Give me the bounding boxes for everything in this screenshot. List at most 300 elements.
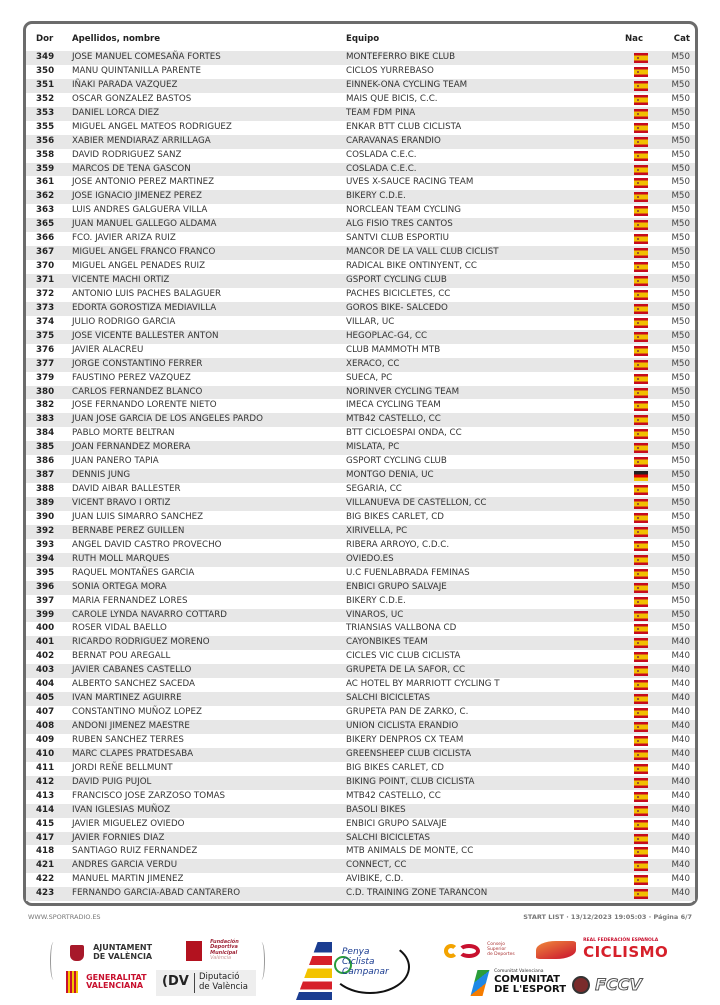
rider-name: DAVID AIBAR BALLESTER bbox=[72, 484, 181, 495]
category: M50 bbox=[671, 358, 690, 369]
bib-number: 393 bbox=[36, 539, 55, 550]
category: M40 bbox=[671, 721, 690, 731]
nationality bbox=[623, 318, 645, 328]
bib-number: 379 bbox=[36, 372, 55, 383]
category: M50 bbox=[671, 386, 690, 397]
rider-name: DANIEL LORCA DIEZ bbox=[72, 107, 160, 118]
team-name: XERACO, CC bbox=[346, 358, 400, 369]
nationality bbox=[623, 151, 645, 161]
bib-number: 386 bbox=[36, 456, 55, 467]
category: M40 bbox=[671, 846, 690, 857]
rider-name: MARC CLAPES PRATDESABA bbox=[72, 748, 194, 759]
team-name: BIKERY DENPROS CX TEAM bbox=[346, 734, 464, 745]
table-row bbox=[26, 762, 695, 776]
table-row bbox=[26, 720, 695, 734]
table-row bbox=[26, 218, 695, 232]
bib-number: 385 bbox=[36, 442, 55, 453]
table-row bbox=[26, 372, 695, 386]
bib-number: 383 bbox=[36, 414, 55, 425]
header-nac: Nac bbox=[624, 34, 644, 44]
rider-name: RICARDO RODRIGUEZ MORENO bbox=[72, 637, 210, 648]
spain-flag-icon bbox=[634, 123, 648, 133]
category: M50 bbox=[671, 442, 690, 453]
bib-number: 407 bbox=[36, 707, 55, 718]
nationality bbox=[623, 109, 645, 119]
logo-generalitat: GENERALITAT VALENCIANA bbox=[66, 971, 147, 993]
bib-number: 421 bbox=[36, 860, 55, 871]
bib-number: 412 bbox=[36, 776, 55, 787]
category: M50 bbox=[671, 219, 690, 230]
nationality bbox=[623, 388, 645, 398]
rider-name: SONIA ORTEGA MORA bbox=[72, 581, 167, 592]
nationality bbox=[623, 234, 645, 244]
table-row bbox=[26, 260, 695, 274]
team-name: MAIS QUE BICIS, C.C. bbox=[346, 93, 438, 104]
category: M50 bbox=[671, 330, 690, 341]
table-row bbox=[26, 274, 695, 288]
logo-fundacion-deportiva: Fundación Deportiva Municipal València bbox=[186, 940, 239, 961]
rider-name: MARIA FERNANDEZ LORES bbox=[72, 595, 188, 606]
rider-name: MARCOS DE TENA GASCON bbox=[72, 163, 191, 174]
bib-number: 394 bbox=[36, 553, 55, 564]
spain-flag-icon bbox=[634, 234, 648, 244]
spain-flag-icon bbox=[634, 192, 648, 202]
category: M50 bbox=[671, 428, 690, 439]
table-row bbox=[26, 163, 695, 177]
spain-flag-icon bbox=[634, 206, 648, 216]
nationality bbox=[623, 708, 645, 718]
category: M50 bbox=[671, 400, 690, 411]
footer-info: START LIST · 13/12/2023 19:05:03 · Página 6/7 bbox=[523, 913, 692, 921]
rider-name: ANGEL DAVID CASTRO PROVECHO bbox=[72, 539, 222, 550]
spain-flag-icon bbox=[634, 861, 648, 871]
spain-flag-icon bbox=[634, 304, 648, 314]
nationality bbox=[623, 680, 645, 690]
category: M40 bbox=[671, 693, 690, 704]
team-name: MANCOR DE LA VALL CLUB CICLIST bbox=[346, 247, 499, 258]
nationality bbox=[623, 666, 645, 676]
spain-flag-icon bbox=[634, 583, 648, 593]
rider-name: JOSE VICENTE BALLESTER ANTON bbox=[72, 330, 219, 341]
table-row bbox=[26, 149, 695, 163]
rider-name: FAUSTINO PEREZ VAZQUEZ bbox=[72, 372, 191, 383]
table-row bbox=[26, 845, 695, 859]
rider-name: IVAN MARTINEZ AGUIRRE bbox=[72, 693, 182, 704]
rider-name: ANTONIO LUIS PACHES BALAGUER bbox=[72, 288, 222, 299]
category: M50 bbox=[671, 484, 690, 495]
table-row bbox=[26, 399, 695, 413]
table-row bbox=[26, 525, 695, 539]
spain-flag-icon bbox=[634, 750, 648, 760]
spain-flag-icon bbox=[634, 597, 648, 607]
csd-mark-icon bbox=[444, 942, 482, 960]
nationality bbox=[623, 485, 645, 495]
spain-flag-icon bbox=[634, 499, 648, 509]
bib-number: 417 bbox=[36, 832, 55, 843]
rider-name: BERNABE PEREZ GUILLEN bbox=[72, 525, 185, 536]
spain-flag-icon bbox=[634, 151, 648, 161]
spain-flag-icon bbox=[634, 666, 648, 676]
category: M50 bbox=[671, 93, 690, 104]
bib-number: 373 bbox=[36, 302, 55, 313]
rider-name: MIGUEL ANGEL PENADES RUIZ bbox=[72, 261, 206, 272]
team-name: MTB42 CASTELLO, CC bbox=[346, 414, 441, 425]
rider-name: FCO. JAVIER ARIZA RUIZ bbox=[72, 233, 176, 244]
spain-flag-icon bbox=[634, 792, 648, 802]
dv-mark-icon: (DV bbox=[162, 974, 189, 989]
bracket-left bbox=[50, 942, 57, 980]
category: M50 bbox=[671, 107, 690, 118]
rider-name: DAVID PUIG PUJOL bbox=[72, 776, 152, 787]
nationality bbox=[623, 262, 645, 272]
rider-name: MANUEL MARTIN JIMENEZ bbox=[72, 874, 184, 885]
category: M50 bbox=[671, 344, 690, 355]
rider-name: IVAN IGLESIAS MUÑOZ bbox=[72, 804, 171, 815]
spain-flag-icon bbox=[634, 555, 648, 565]
team-name: GRUPETA PAN DE ZARKO, C. bbox=[346, 707, 469, 718]
category: M50 bbox=[671, 511, 690, 522]
spain-flag-icon bbox=[634, 694, 648, 704]
category: M50 bbox=[671, 288, 690, 299]
nationality bbox=[623, 276, 645, 286]
nationality bbox=[623, 820, 645, 830]
rider-name: VICENT BRAVO I ORTIZ bbox=[72, 498, 171, 508]
bib-number: 372 bbox=[36, 288, 55, 299]
bib-number: 401 bbox=[36, 637, 55, 648]
rider-name: PABLO MORTE BELTRAN bbox=[72, 428, 175, 439]
table-row bbox=[26, 650, 695, 664]
table-row bbox=[26, 804, 695, 818]
table-row bbox=[26, 553, 695, 567]
category: M40 bbox=[671, 734, 690, 745]
spain-flag-icon bbox=[634, 443, 648, 453]
bib-number: 363 bbox=[36, 205, 55, 216]
category: M50 bbox=[671, 595, 690, 606]
bib-number: 397 bbox=[36, 595, 55, 606]
bib-number: 349 bbox=[36, 52, 55, 62]
nationality bbox=[623, 847, 645, 857]
bib-number: 367 bbox=[36, 247, 55, 258]
rider-name: JUAN PANERO TAPIA bbox=[72, 456, 159, 467]
rider-name: FRANCISCO JOSE ZARZOSO TOMAS bbox=[72, 790, 226, 801]
rider-name: JOSE ANTONIO PEREZ MARTINEZ bbox=[72, 177, 215, 188]
bib-number: 392 bbox=[36, 525, 55, 536]
table-row bbox=[26, 176, 695, 190]
team-name: SALCHI BICICLETAS bbox=[346, 832, 431, 843]
bib-number: 384 bbox=[36, 428, 55, 439]
team-name: UVES X-SAUCE RACING TEAM bbox=[346, 177, 474, 188]
logo-penya-ciclista-campanar: Penya Ciclista Campanar bbox=[292, 934, 412, 1002]
table-row bbox=[26, 246, 695, 260]
rider-name: JOSE IGNACIO JIMENEZ PEREZ bbox=[72, 191, 202, 202]
table-row bbox=[26, 692, 695, 706]
category: M40 bbox=[671, 707, 690, 718]
bib-number: 418 bbox=[36, 846, 55, 857]
table-row bbox=[26, 748, 695, 762]
team-name: IMECA CYCLING TEAM bbox=[346, 400, 441, 411]
germany-flag-icon bbox=[634, 471, 648, 481]
table-row bbox=[26, 330, 695, 344]
spain-flag-icon bbox=[634, 220, 648, 230]
table-row bbox=[26, 455, 695, 469]
rider-name: XABIER MENDIARAZ ARRILLAGA bbox=[72, 135, 211, 146]
comunitat-strokes-icon bbox=[471, 970, 490, 996]
table-row bbox=[26, 511, 695, 525]
nationality bbox=[623, 304, 645, 314]
category: M40 bbox=[671, 776, 690, 787]
rider-name: JAVIER FORNIES DIAZ bbox=[72, 832, 165, 843]
nationality bbox=[623, 67, 645, 77]
bib-number: 359 bbox=[36, 163, 55, 174]
spain-flag-icon bbox=[634, 708, 648, 718]
spain-flag-icon bbox=[634, 847, 648, 857]
bib-number: 402 bbox=[36, 651, 55, 662]
spain-flag-icon bbox=[634, 638, 648, 648]
team-name: BIG BIKES CARLET, CD bbox=[346, 511, 444, 522]
bib-number: 355 bbox=[36, 121, 55, 132]
team-name: HEGOPLAC-G4, CC bbox=[346, 330, 428, 341]
nationality bbox=[623, 290, 645, 300]
team-name: GOROS BIKE- SALCEDO bbox=[346, 302, 448, 313]
table-body bbox=[26, 51, 695, 901]
table-row bbox=[26, 818, 695, 832]
table-row bbox=[26, 190, 695, 204]
nationality bbox=[623, 123, 645, 133]
bib-number: 389 bbox=[36, 498, 55, 508]
team-name: GRUPETA DE LA SAFOR, CC bbox=[346, 665, 466, 676]
category: M50 bbox=[671, 177, 690, 188]
team-name: CARAVANAS ERANDIO bbox=[346, 135, 441, 146]
spain-flag-icon bbox=[634, 165, 648, 175]
nationality bbox=[623, 722, 645, 732]
bib-number: 396 bbox=[36, 581, 55, 592]
bib-number: 403 bbox=[36, 665, 55, 676]
nationality bbox=[623, 192, 645, 202]
spain-flag-icon bbox=[634, 374, 648, 384]
bib-number: 376 bbox=[36, 344, 55, 355]
rider-name: DAVID RODRIGUEZ SANZ bbox=[72, 149, 182, 160]
rider-name: ANDRES GARCIA VERDU bbox=[72, 860, 178, 871]
bib-number: 377 bbox=[36, 358, 55, 369]
table-row bbox=[26, 497, 695, 511]
bib-number: 352 bbox=[36, 93, 55, 104]
rider-name: JOSE MANUEL COMESAÑA FORTES bbox=[72, 52, 221, 62]
team-name: BIKERY C.D.E. bbox=[346, 191, 406, 202]
bib-number: 356 bbox=[36, 135, 55, 146]
bib-number: 362 bbox=[36, 191, 55, 202]
nationality bbox=[623, 165, 645, 175]
table-row bbox=[26, 316, 695, 330]
spain-flag-icon bbox=[634, 457, 648, 467]
table-row bbox=[26, 483, 695, 497]
team-name: BASOLI BIKES bbox=[346, 804, 406, 815]
bib-number: 387 bbox=[36, 470, 55, 481]
nationality bbox=[623, 861, 645, 871]
category: M50 bbox=[671, 275, 690, 285]
team-name: SEGARIA, CC bbox=[346, 484, 402, 495]
spain-flag-icon bbox=[634, 248, 648, 258]
rider-name: LUIS ANDRES GALGUERA VILLA bbox=[72, 205, 208, 216]
category: M50 bbox=[671, 567, 690, 578]
bib-number: 415 bbox=[36, 818, 55, 829]
rider-name: SANTIAGO RUIZ FERNANDEZ bbox=[72, 846, 198, 857]
rider-name: JORGE CONSTANTINO FERRER bbox=[72, 358, 203, 369]
nationality bbox=[623, 694, 645, 704]
logo-comunitat-esport: Comunitat Valenciana COMUNITAT DE L'ESPORT bbox=[474, 970, 566, 996]
nationality bbox=[623, 583, 645, 593]
table-row bbox=[26, 581, 695, 595]
spain-flag-icon bbox=[634, 401, 648, 411]
nationality bbox=[623, 360, 645, 370]
nationality bbox=[623, 81, 645, 91]
rider-name: RAQUEL MONTAÑES GARCIA bbox=[72, 567, 195, 578]
nationality bbox=[623, 555, 645, 565]
rider-name: JOAN FERNANDEZ MORERA bbox=[72, 442, 191, 453]
spain-flag-icon bbox=[634, 360, 648, 370]
category: M40 bbox=[671, 804, 690, 815]
rider-name: JUAN JOSE GARCIA DE LOS ANGELES PARDO bbox=[72, 414, 263, 425]
rider-name: CARLOS FERNANDEZ BLANCO bbox=[72, 386, 203, 397]
table-row bbox=[26, 344, 695, 358]
logo-fccv: FCCV bbox=[572, 974, 642, 994]
spain-flag-icon bbox=[634, 680, 648, 690]
start-list-table bbox=[23, 21, 698, 906]
spain-flag-icon bbox=[634, 611, 648, 621]
bib-number: 390 bbox=[36, 511, 55, 522]
team-name: BIG BIKES CARLET, CD bbox=[346, 762, 444, 773]
table-row bbox=[26, 706, 695, 720]
nationality bbox=[623, 95, 645, 105]
team-name: RADICAL BIKE ONTINYENT, CC bbox=[346, 261, 477, 272]
logo-csd: Consejo Superior de Deportes bbox=[444, 940, 515, 960]
category: M40 bbox=[671, 874, 690, 885]
table-row bbox=[26, 678, 695, 692]
team-name: VILLANUEVA DE CASTELLON, CC bbox=[346, 498, 487, 508]
category: M50 bbox=[671, 539, 690, 550]
rider-name: JOSE FERNANDO LORENTE NIETO bbox=[72, 400, 217, 411]
nationality bbox=[623, 137, 645, 147]
table-row bbox=[26, 873, 695, 887]
team-name: ENBICI GRUPO SALVAJE bbox=[346, 581, 447, 592]
team-name: VILLAR, UC bbox=[346, 316, 395, 327]
team-name: CICLOS YURREBASO bbox=[346, 65, 434, 76]
category: M40 bbox=[671, 679, 690, 690]
stripes-sail-icon bbox=[296, 942, 332, 1000]
nationality bbox=[623, 569, 645, 579]
sponsor-logos bbox=[0, 930, 720, 1005]
table-row bbox=[26, 859, 695, 873]
bib-number: 375 bbox=[36, 330, 55, 341]
nationality bbox=[623, 401, 645, 411]
category: M50 bbox=[671, 316, 690, 327]
nationality bbox=[623, 471, 645, 481]
nationality bbox=[623, 415, 645, 425]
rider-name: JUAN LUIS SIMARRO SANCHEZ bbox=[72, 511, 204, 522]
spain-flag-icon bbox=[634, 652, 648, 662]
team-name: AC HOTEL BY MARRIOTT CYCLING T bbox=[346, 679, 500, 690]
bib-number: 371 bbox=[36, 275, 55, 285]
team-name: GREENSHEEP CLUB CICLISTA bbox=[346, 748, 472, 759]
nationality bbox=[623, 889, 645, 899]
spain-flag-icon bbox=[634, 262, 648, 272]
generalitat-crest-icon bbox=[66, 971, 78, 993]
rider-name: VICENTE MACHI ORTIZ bbox=[72, 275, 170, 285]
bib-number: 353 bbox=[36, 107, 55, 118]
nationality bbox=[623, 53, 645, 63]
category: M50 bbox=[671, 470, 690, 481]
category: M40 bbox=[671, 637, 690, 648]
spain-flag-icon bbox=[634, 81, 648, 91]
bib-number: 405 bbox=[36, 693, 55, 704]
bib-number: 350 bbox=[36, 65, 55, 76]
bib-number: 380 bbox=[36, 386, 55, 397]
team-name: XIRIVELLA, PC bbox=[346, 525, 408, 536]
bib-number: 408 bbox=[36, 721, 55, 731]
team-name: SALCHI BICICLETAS bbox=[346, 693, 431, 704]
team-name: CONNECT, CC bbox=[346, 860, 407, 871]
category: M50 bbox=[671, 52, 690, 62]
category: M50 bbox=[671, 498, 690, 508]
logo-rfec-ciclismo: REAL FEDERACIÓN ESPAÑOLA CICLISMO bbox=[536, 938, 668, 961]
category: M50 bbox=[671, 372, 690, 383]
category: M40 bbox=[671, 651, 690, 662]
spain-flag-icon bbox=[634, 53, 648, 63]
team-name: MTB42 CASTELLO, CC bbox=[346, 790, 441, 801]
nationality bbox=[623, 374, 645, 384]
team-name: MTB ANIMALS DE MONTE, CC bbox=[346, 846, 474, 857]
spain-flag-icon bbox=[634, 109, 648, 119]
nationality bbox=[623, 178, 645, 188]
category: M50 bbox=[671, 581, 690, 592]
spain-flag-icon bbox=[634, 527, 648, 537]
team-name: NORCLEAN TEAM CYCLING bbox=[346, 205, 461, 216]
header-cat: Cat bbox=[673, 34, 690, 44]
rider-name: ANDONI JIMENEZ MAESTRE bbox=[72, 721, 190, 731]
bib-number: 404 bbox=[36, 679, 55, 690]
table-row bbox=[26, 107, 695, 121]
spain-flag-icon bbox=[634, 276, 648, 286]
spain-flag-icon bbox=[634, 388, 648, 398]
table-row bbox=[26, 93, 695, 107]
rider-name: CONSTANTINO MUÑOZ LOPEZ bbox=[72, 707, 202, 718]
spain-flag-icon bbox=[634, 429, 648, 439]
team-name: EINNEK-ONA CYCLING TEAM bbox=[346, 79, 468, 90]
logo-diputacio: (DV Diputació de València bbox=[156, 970, 256, 996]
spain-flag-icon bbox=[634, 541, 648, 551]
team-name: BIKERY C.D.E. bbox=[346, 595, 406, 606]
spain-flag-icon bbox=[634, 569, 648, 579]
spain-flag-icon bbox=[634, 875, 648, 885]
bib-number: 414 bbox=[36, 804, 55, 815]
rider-name: JAVIER CABANES CASTELLO bbox=[72, 665, 192, 676]
spain-flag-icon bbox=[634, 178, 648, 188]
bib-number: 351 bbox=[36, 79, 55, 90]
bib-number: 399 bbox=[36, 609, 55, 620]
category: M50 bbox=[671, 79, 690, 90]
nationality bbox=[623, 527, 645, 537]
category: M50 bbox=[671, 247, 690, 258]
header-dor: Dor bbox=[36, 34, 54, 44]
valencia-crest-icon bbox=[70, 945, 84, 961]
spain-flag-icon bbox=[634, 889, 648, 899]
rider-name: JAVIER ALACREU bbox=[72, 344, 144, 355]
rider-name: IÑAKI PARADA VAZQUEZ bbox=[72, 79, 178, 90]
team-name: CICLES VIC CLUB CICLISTA bbox=[346, 651, 461, 662]
spain-flag-icon bbox=[634, 415, 648, 425]
team-name: TRIANSIAS VALLBONA CD bbox=[346, 623, 457, 634]
rider-name: JULIO RODRIGO GARCIA bbox=[72, 316, 176, 327]
bib-number: 388 bbox=[36, 484, 55, 495]
